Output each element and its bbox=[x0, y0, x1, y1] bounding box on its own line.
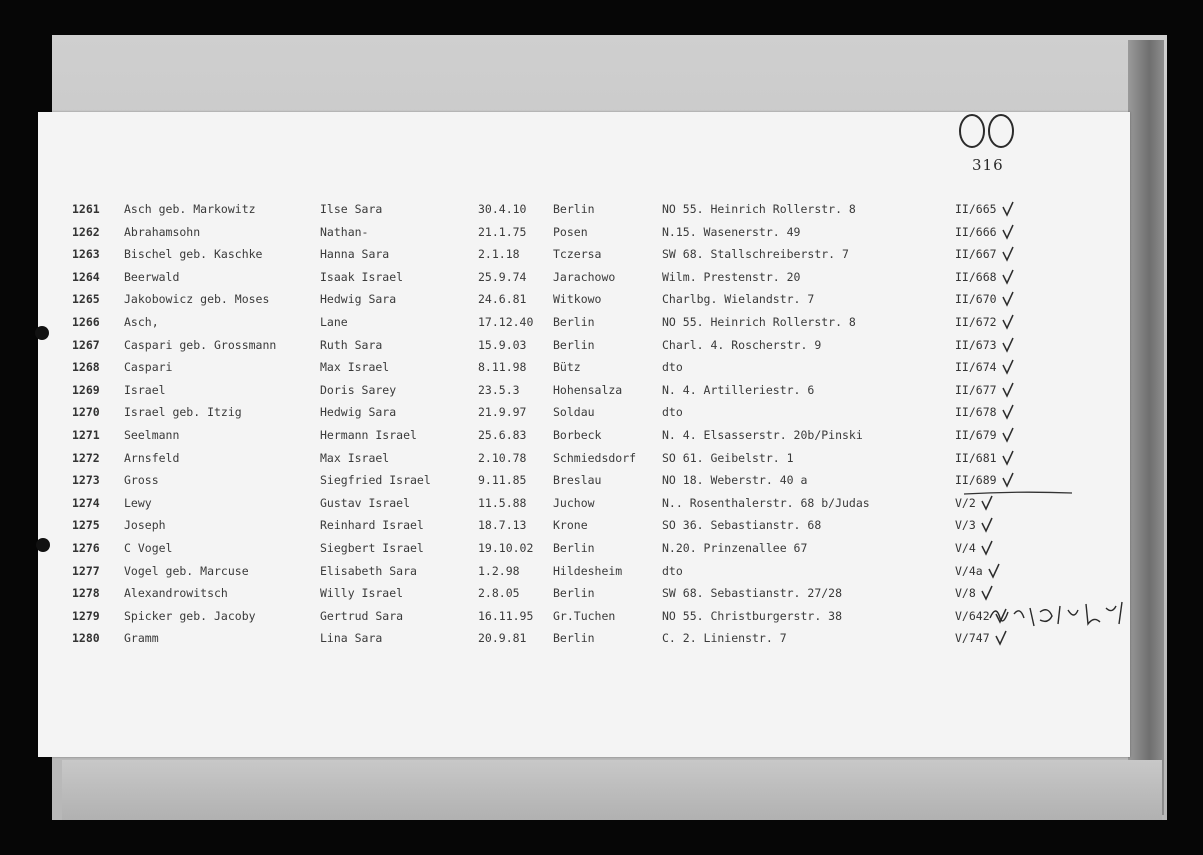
surname-cell: Lewy bbox=[124, 495, 152, 510]
reference-cell: V/4 bbox=[955, 541, 976, 555]
check-mark-icon bbox=[980, 495, 994, 511]
birthplace-cell: Berlin bbox=[553, 541, 595, 555]
given-name-cell: Gertrud Sara bbox=[320, 608, 404, 623]
address-cell: C. 2. Linienstr. 7 bbox=[662, 631, 787, 646]
table-row bbox=[0, 222, 1203, 242]
entry-number: 1274 bbox=[72, 495, 100, 510]
birth-date-cell: 17.12.40 bbox=[478, 315, 534, 329]
reference-cell: V/3 bbox=[955, 518, 976, 533]
birthplace-cell: Berlin bbox=[553, 337, 595, 352]
reference-cell: II/667 bbox=[955, 247, 997, 262]
reference-cell: V/747 bbox=[955, 631, 990, 646]
address-cell: Charl. 4. Roscherstr. 9 bbox=[662, 337, 822, 352]
birthplace-cell: Witkowo bbox=[553, 292, 602, 307]
entry-number: 1266 bbox=[72, 315, 100, 329]
surname-cell: Abrahamsohn bbox=[124, 224, 201, 239]
birthplace-cell: Berlin bbox=[553, 202, 595, 216]
surname-cell: C Vogel bbox=[124, 541, 173, 555]
reference-cell: II/689 bbox=[955, 473, 997, 488]
surname-cell: Jakobowicz geb. Moses bbox=[124, 292, 270, 307]
birthplace-cell: Berlin bbox=[553, 631, 595, 646]
table-row bbox=[0, 402, 1203, 422]
entry-number: 1275 bbox=[72, 518, 100, 533]
birth-date-cell: 23.5.3 bbox=[478, 382, 520, 397]
birthplace-cell: Jarachowo bbox=[553, 269, 616, 284]
surname-cell: Spicker geb. Jacoby bbox=[124, 608, 256, 623]
entry-number: 1278 bbox=[72, 586, 100, 601]
entry-number: 1263 bbox=[72, 247, 100, 262]
address-cell: SW 68. Sebastianstr. 27/28 bbox=[662, 586, 843, 601]
birthplace-cell: Berlin bbox=[553, 315, 595, 329]
birthplace-cell: Schmiedsdorf bbox=[553, 450, 637, 465]
entry-number: 1277 bbox=[72, 563, 100, 578]
surname-cell: Asch geb. Markowitz bbox=[124, 202, 256, 216]
surname-cell: Vogel geb. Marcuse bbox=[124, 563, 249, 578]
birth-date-cell: 21.1.75 bbox=[478, 224, 527, 239]
check-mark-icon bbox=[1001, 337, 1015, 353]
table-row bbox=[0, 448, 1203, 468]
birth-date-cell: 18.7.13 bbox=[478, 518, 527, 533]
given-name-cell: Ilse Sara bbox=[320, 202, 383, 216]
surname-cell: Israel geb. Itzig bbox=[124, 405, 242, 420]
check-mark-icon bbox=[1001, 427, 1015, 443]
address-cell: SW 68. Stallschreiberstr. 7 bbox=[662, 247, 849, 262]
table-row bbox=[0, 357, 1203, 377]
table-row bbox=[0, 538, 1203, 558]
birthplace-cell: Berlin bbox=[553, 586, 595, 601]
table-row bbox=[0, 335, 1203, 355]
check-mark-icon bbox=[1001, 450, 1015, 466]
surname-cell: Arnsfeld bbox=[124, 450, 180, 465]
page-number: 316 bbox=[972, 156, 1004, 174]
address-cell: N.. Rosenthalerstr. 68 b/Judas bbox=[662, 495, 870, 510]
check-mark-icon bbox=[1001, 269, 1015, 285]
surname-cell: Caspari bbox=[124, 360, 173, 375]
surname-cell: Beerwald bbox=[124, 269, 180, 284]
entry-number: 1272 bbox=[72, 450, 100, 465]
reference-cell: II/678 bbox=[955, 405, 997, 420]
entry-number: 1262 bbox=[72, 224, 100, 239]
address-cell: dto bbox=[662, 405, 683, 420]
given-name-cell: Hanna Sara bbox=[320, 247, 390, 262]
check-mark-icon bbox=[987, 563, 1001, 579]
birthplace-cell: Krone bbox=[553, 518, 588, 533]
birth-date-cell: 16.11.95 bbox=[478, 608, 534, 623]
table-row bbox=[0, 561, 1203, 581]
entry-number: 1279 bbox=[72, 608, 100, 623]
birth-date-cell: 2.1.18 bbox=[478, 247, 520, 262]
address-cell: NO 55. Heinrich Rollerstr. 8 bbox=[662, 202, 856, 216]
given-name-cell: Lane bbox=[320, 315, 348, 329]
address-cell: dto bbox=[662, 563, 683, 578]
given-name-cell: Gustav Israel bbox=[320, 495, 411, 510]
address-cell: N.15. Wasenerstr. 49 bbox=[662, 224, 801, 239]
check-mark-icon bbox=[1001, 404, 1015, 420]
entry-number: 1270 bbox=[72, 405, 100, 420]
address-cell: NO 55. Christburgerstr. 38 bbox=[662, 608, 843, 623]
birth-date-cell: 25.9.74 bbox=[478, 269, 527, 284]
backing-sheet-bottom bbox=[62, 760, 1162, 820]
entry-number: 1276 bbox=[72, 541, 100, 555]
entry-number: 1273 bbox=[72, 473, 100, 488]
reference-cell: V/8 bbox=[955, 586, 976, 601]
given-name-cell: Lina Sara bbox=[320, 631, 383, 646]
address-cell: SO 36. Sebastianstr. 68 bbox=[662, 518, 822, 533]
check-mark-icon bbox=[1001, 201, 1015, 217]
given-name-cell: Isaak Israel bbox=[320, 269, 404, 284]
entry-number: 1280 bbox=[72, 631, 100, 646]
check-mark-icon bbox=[980, 540, 994, 556]
address-cell: NO 18. Weberstr. 40 a bbox=[662, 473, 808, 488]
birth-date-cell: 25.6.83 bbox=[478, 428, 527, 442]
surname-cell: Gross bbox=[124, 473, 159, 488]
check-mark-icon bbox=[980, 585, 994, 601]
given-name-cell: Elisabeth Sara bbox=[320, 563, 417, 578]
check-mark-icon bbox=[1001, 382, 1015, 398]
birth-date-cell: 19.10.02 bbox=[478, 541, 534, 555]
table-row bbox=[0, 267, 1203, 287]
reference-cell: V/4a bbox=[955, 563, 983, 578]
table-row bbox=[0, 244, 1203, 264]
entry-number: 1269 bbox=[72, 382, 100, 397]
table-row bbox=[0, 199, 1203, 219]
reference-cell: II/673 bbox=[955, 337, 997, 352]
surname-cell: Israel bbox=[124, 382, 166, 397]
birthplace-cell: Hildesheim bbox=[553, 563, 623, 578]
given-name-cell: Hermann Israel bbox=[320, 428, 417, 442]
given-name-cell: Doris Sarey bbox=[320, 382, 397, 397]
birth-date-cell: 1.2.98 bbox=[478, 563, 520, 578]
birth-date-cell: 11.5.88 bbox=[478, 495, 527, 510]
given-name-cell: Nathan- bbox=[320, 224, 369, 239]
check-mark-icon bbox=[1001, 314, 1015, 330]
address-cell: N. 4. Artilleriestr. 6 bbox=[662, 382, 815, 397]
table-row bbox=[0, 628, 1203, 648]
given-name-cell: Ruth Sara bbox=[320, 337, 383, 352]
check-mark-icon bbox=[980, 517, 994, 533]
given-name-cell: Max Israel bbox=[320, 450, 390, 465]
birthplace-cell: Soldau bbox=[553, 405, 595, 420]
surname-cell: Bischel geb. Kaschke bbox=[124, 247, 263, 262]
reference-cell: II/672 bbox=[955, 315, 997, 329]
address-cell: Wilm. Prestenstr. 20 bbox=[662, 269, 801, 284]
table-row bbox=[0, 470, 1203, 490]
address-cell: dto bbox=[662, 360, 683, 375]
birthplace-cell: Breslau bbox=[553, 473, 602, 488]
birth-date-cell: 20.9.81 bbox=[478, 631, 527, 646]
reference-cell: V/642 bbox=[955, 608, 990, 623]
surname-cell: Asch, bbox=[124, 315, 159, 329]
address-cell: N. 4. Elsasserstr. 20b/Pinski bbox=[662, 428, 863, 442]
given-name-cell: Hedwig Sara bbox=[320, 405, 397, 420]
birth-date-cell: 15.9.03 bbox=[478, 337, 527, 352]
given-name-cell: Siegbert Israel bbox=[320, 541, 424, 555]
given-name-cell: Siegfried Israel bbox=[320, 473, 431, 488]
address-cell: NO 55. Heinrich Rollerstr. 8 bbox=[662, 315, 856, 329]
table-row bbox=[0, 425, 1203, 445]
address-cell: Charlbg. Wielandstr. 7 bbox=[662, 292, 815, 307]
given-name-cell: Hedwig Sara bbox=[320, 292, 397, 307]
entry-number: 1264 bbox=[72, 269, 100, 284]
check-mark-icon bbox=[1001, 246, 1015, 262]
birthplace-cell: Posen bbox=[553, 224, 588, 239]
reference-cell: II/668 bbox=[955, 269, 997, 284]
handwritten-annotation bbox=[988, 600, 1138, 630]
address-cell: SO 61. Geibelstr. 1 bbox=[662, 450, 794, 465]
birth-date-cell: 9.11.85 bbox=[478, 473, 527, 488]
birthplace-cell: Tczersa bbox=[553, 247, 602, 262]
surname-cell: Seelmann bbox=[124, 428, 180, 442]
birthplace-cell: Hohensalza bbox=[553, 382, 623, 397]
reference-cell: II/666 bbox=[955, 224, 997, 239]
birth-date-cell: 8.11.98 bbox=[478, 360, 527, 375]
reference-cell: II/679 bbox=[955, 428, 997, 442]
reference-cell: V/2 bbox=[955, 495, 976, 510]
reference-cell: II/670 bbox=[955, 292, 997, 307]
check-mark-icon bbox=[1001, 224, 1015, 240]
entry-number: 1268 bbox=[72, 360, 100, 375]
entry-number: 1267 bbox=[72, 337, 100, 352]
birth-date-cell: 2.8.05 bbox=[478, 586, 520, 601]
given-name-cell: Max Israel bbox=[320, 360, 390, 375]
birth-date-cell: 21.9.97 bbox=[478, 405, 527, 420]
reference-cell: II/665 bbox=[955, 202, 997, 216]
table-row bbox=[0, 515, 1203, 535]
reference-cell: II/681 bbox=[955, 450, 997, 465]
birthplace-cell: Borbeck bbox=[553, 428, 602, 442]
entry-number: 1265 bbox=[72, 292, 100, 307]
birthplace-cell: Gr.Tuchen bbox=[553, 608, 616, 623]
birthplace-cell: Juchow bbox=[553, 495, 595, 510]
given-name-cell: Willy Israel bbox=[320, 586, 404, 601]
check-mark-icon bbox=[994, 630, 1008, 646]
surname-cell: Joseph bbox=[124, 518, 166, 533]
birthplace-cell: Bütz bbox=[553, 360, 581, 375]
surname-cell: Caspari geb. Grossmann bbox=[124, 337, 277, 352]
entry-number: 1271 bbox=[72, 428, 100, 442]
table-row bbox=[0, 289, 1203, 309]
handwritten-stamp-66 bbox=[955, 113, 1025, 149]
check-mark-icon bbox=[1001, 291, 1015, 307]
handwritten-underline bbox=[962, 489, 1074, 497]
birth-date-cell: 2.10.78 bbox=[478, 450, 527, 465]
given-name-cell: Reinhard Israel bbox=[320, 518, 424, 533]
address-cell: N.20. Prinzenallee 67 bbox=[662, 541, 808, 555]
entry-number: 1261 bbox=[72, 202, 100, 216]
birth-date-cell: 24.6.81 bbox=[478, 292, 527, 307]
reference-cell: II/674 bbox=[955, 360, 997, 375]
birth-date-cell: 30.4.10 bbox=[478, 202, 527, 216]
table-row bbox=[0, 380, 1203, 400]
check-mark-icon bbox=[1001, 359, 1015, 375]
surname-cell: Alexandrowitsch bbox=[124, 586, 228, 601]
surname-cell: Gramm bbox=[124, 631, 159, 646]
check-mark-icon bbox=[1001, 472, 1015, 488]
reference-cell: II/677 bbox=[955, 382, 997, 397]
table-row bbox=[0, 312, 1203, 332]
